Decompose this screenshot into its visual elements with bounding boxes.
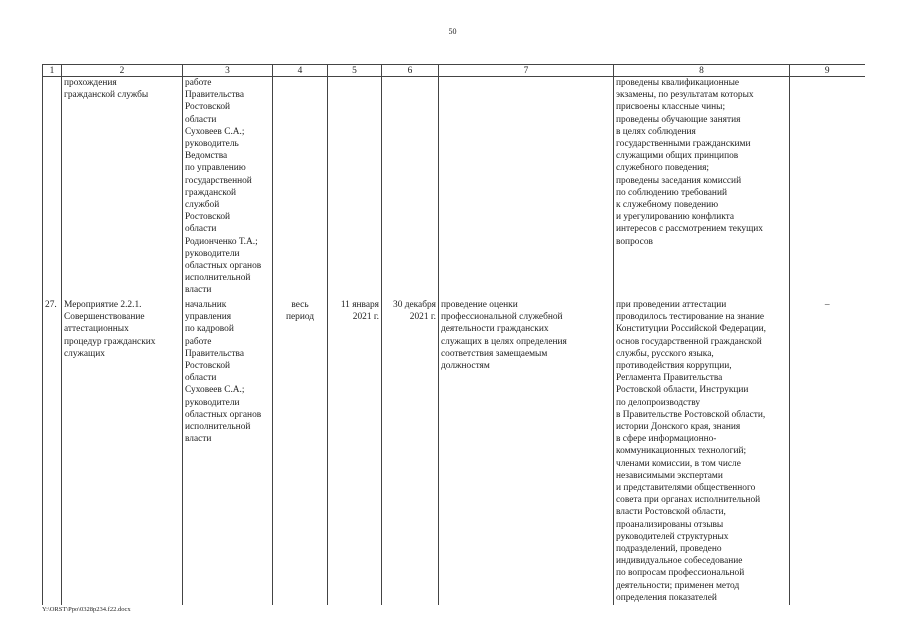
column-header-6: 6 — [382, 65, 439, 77]
column-header-9: 9 — [790, 65, 865, 77]
report-table — [42, 64, 865, 605]
period-cell: весь период — [273, 299, 328, 605]
file-path-footer: Y:\ORST\Ppo\0328p234.f22.docx — [42, 606, 131, 613]
row-number-cell — [43, 77, 62, 300]
note-cell: – — [790, 299, 865, 605]
column-header-1: 1 — [43, 65, 62, 77]
column-header-8: 8 — [614, 65, 790, 77]
column-header-7: 7 — [439, 65, 614, 77]
measure-name-cell: прохождения гражданской службы — [62, 77, 183, 300]
column-header-2: 2 — [62, 65, 183, 77]
actual-result-cell: при проведении аттестации проводилось тестирование на знание Конституции Российской Федерации, основ государственной гражданской службы, русского языка, противодействия коррупции, Регламента Правительства Ростовской области, Инструкции по делопроизводству в Правительстве Ростовской области, истории Донского края, знания в сфере информационно- коммуникационных технологий; членами комиссии, в том числе независимыми экспертами и представителями общественного совета при органах исполнительной власти Ростовской области, проанализированы отзывы руководителей структурных подразделений, проведено индивидуальное собеседование по вопросам профессиональной деятельности; применен метод определения показателей — [614, 299, 790, 605]
end-date-cell: 30 декабря 2021 г. — [382, 299, 439, 605]
end-date-cell — [382, 77, 439, 300]
start-date-cell: 11 января 2021 г. — [328, 299, 382, 605]
note-cell — [790, 77, 865, 300]
table-row — [43, 77, 865, 300]
column-header-5: 5 — [328, 65, 382, 77]
column-header-4: 4 — [273, 65, 328, 77]
expected-result-cell — [439, 77, 614, 300]
start-date-cell — [328, 77, 382, 300]
column-number-row — [43, 65, 865, 77]
actual-result-cell: проведены квалификационные экзамены, по результатам которых присвоены классные чины; проведены обучающие занятия в целях соблюдения государственными гражданскими служащими общих принципов служебного поведения; проведены заседания комиссий по соблюдению требований к служебному поведению и урегулированию конфликта интересов с рассмотрением текущих вопросов — [614, 77, 790, 300]
row-number-cell: 27. — [43, 299, 62, 605]
expected-result-cell: проведение оценки профессиональной служебной деятельности гражданских служащих в целях определения соответствия замещаемым должностям — [439, 299, 614, 605]
responsible-cell: работе Правительства Ростовской области Суховеев С.А.; руководитель Ведомства по управлению государственной гражданской службой Ростовской области Родионченко Т.А.; руководители областных органов исполнительной власти — [183, 77, 273, 300]
measure-name-cell: Мероприятие 2.2.1. Совершенствование аттестационных процедур гражданских служащих — [62, 299, 183, 605]
column-header-3: 3 — [183, 65, 273, 77]
page-number: 50 — [448, 27, 457, 36]
table-row — [43, 299, 865, 605]
responsible-cell: начальник управления по кадровой работе Правительства Ростовской области Суховеев С.А.; руководители областных органов исполнительной власти — [183, 299, 273, 605]
period-cell — [273, 77, 328, 300]
